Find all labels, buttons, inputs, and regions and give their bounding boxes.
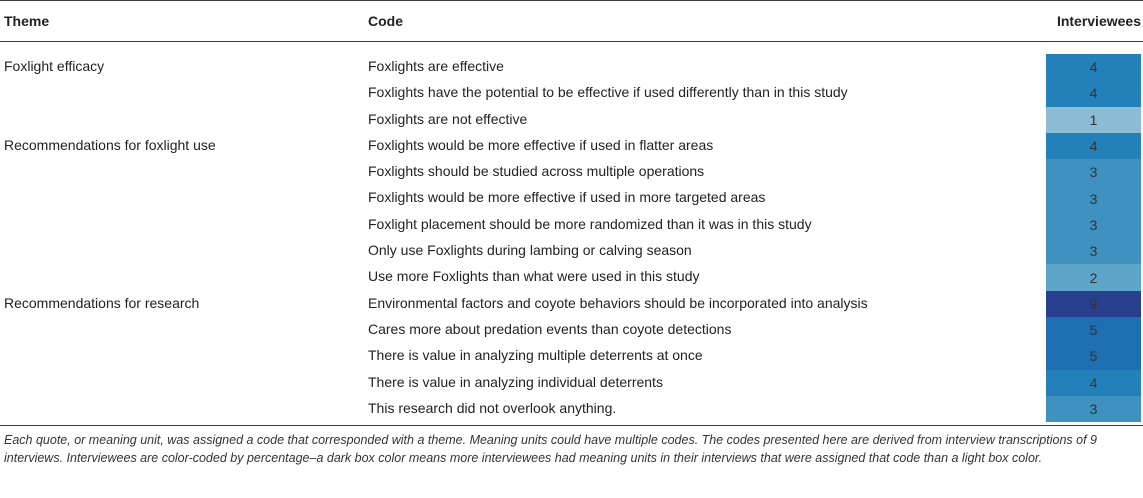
interviewee-count-cell: 4 xyxy=(1046,80,1141,106)
row-theme: Recommendations for research xyxy=(4,294,200,311)
interviewee-count-cell: 5 xyxy=(1046,343,1141,369)
row-code: This research did not overlook anything. xyxy=(368,399,617,416)
table-row xyxy=(0,54,1143,80)
row-theme: Foxlight efficacy xyxy=(4,58,105,74)
table-bottom-rule xyxy=(0,425,1143,426)
row-code: There is value in analyzing multiple deterrents at once xyxy=(368,347,703,364)
table-row xyxy=(0,133,1143,159)
table-header xyxy=(0,0,1143,42)
row-code: Only use Foxlights during lambing or calving season xyxy=(368,242,692,259)
interviewee-count-cell: 3 xyxy=(1046,185,1141,211)
row-code: Use more Foxlights than what were used in this study xyxy=(368,268,700,285)
interviewee-count-cell: 5 xyxy=(1046,317,1141,343)
table-row xyxy=(0,317,1143,343)
table-row xyxy=(0,212,1143,238)
row-code: Foxlights are not effective xyxy=(368,110,528,127)
row-theme: Recommendations for foxlight use xyxy=(4,136,216,153)
row-code: Foxlights would be more effective if used in flatter areas xyxy=(368,136,714,153)
interviewee-count-cell: 3 xyxy=(1046,159,1141,185)
table-row xyxy=(0,159,1143,185)
interviewee-count-cell: 3 xyxy=(1046,238,1141,264)
table-row xyxy=(0,396,1143,422)
row-code: Environmental factors and coyote behaviors should be incorporated into analysis xyxy=(368,294,868,311)
interviewee-count-cell: 9 xyxy=(1046,291,1141,317)
table-body xyxy=(0,42,1143,422)
interviewee-count-cell: 4 xyxy=(1046,133,1141,159)
table-row xyxy=(0,80,1143,106)
table-row xyxy=(0,264,1143,290)
header-theme: Theme xyxy=(4,13,50,29)
table-row xyxy=(0,370,1143,396)
table-caption: Each quote, or meaning unit, was assigned a code that corresponded with a theme. Meaning units could have multiple codes. The codes presented here are derived from interview transcriptions of 9 interviews. Interviewees are color-coded by percentage–a dark box color means more interviewees had meaning units in their interviews that were assigned that code than a light box color. xyxy=(4,433,1097,465)
interviewee-count-cell: 2 xyxy=(1046,264,1141,290)
row-code: There is value in analyzing individual deterrents xyxy=(368,373,663,390)
table-row xyxy=(0,238,1143,264)
row-code: Cares more about predation events than coyote detections xyxy=(368,320,732,337)
interviewee-count-cell: 3 xyxy=(1046,212,1141,238)
row-code: Foxlights should be studied across multiple operations xyxy=(368,163,705,180)
table-row xyxy=(0,291,1143,317)
row-code: Foxlights would be more effective if used in more targeted areas xyxy=(368,189,766,206)
interviewee-count-cell: 4 xyxy=(1046,370,1141,396)
row-code: Foxlights are effective xyxy=(368,58,504,74)
table-row xyxy=(0,185,1143,211)
table-row xyxy=(0,343,1143,369)
row-code: Foxlights have the potential to be effective if used differently than in this study xyxy=(368,84,848,101)
interviewee-count-cell: 3 xyxy=(1046,396,1141,422)
interviewee-count-cell: 4 xyxy=(1046,54,1141,80)
header-code: Code xyxy=(368,13,403,29)
header-interviewees: Interviewees xyxy=(1056,13,1141,29)
interviewee-count-cell: 1 xyxy=(1046,107,1141,133)
table-row xyxy=(0,107,1143,133)
row-code: Foxlight placement should be more randomized than it was in this study xyxy=(368,215,812,232)
